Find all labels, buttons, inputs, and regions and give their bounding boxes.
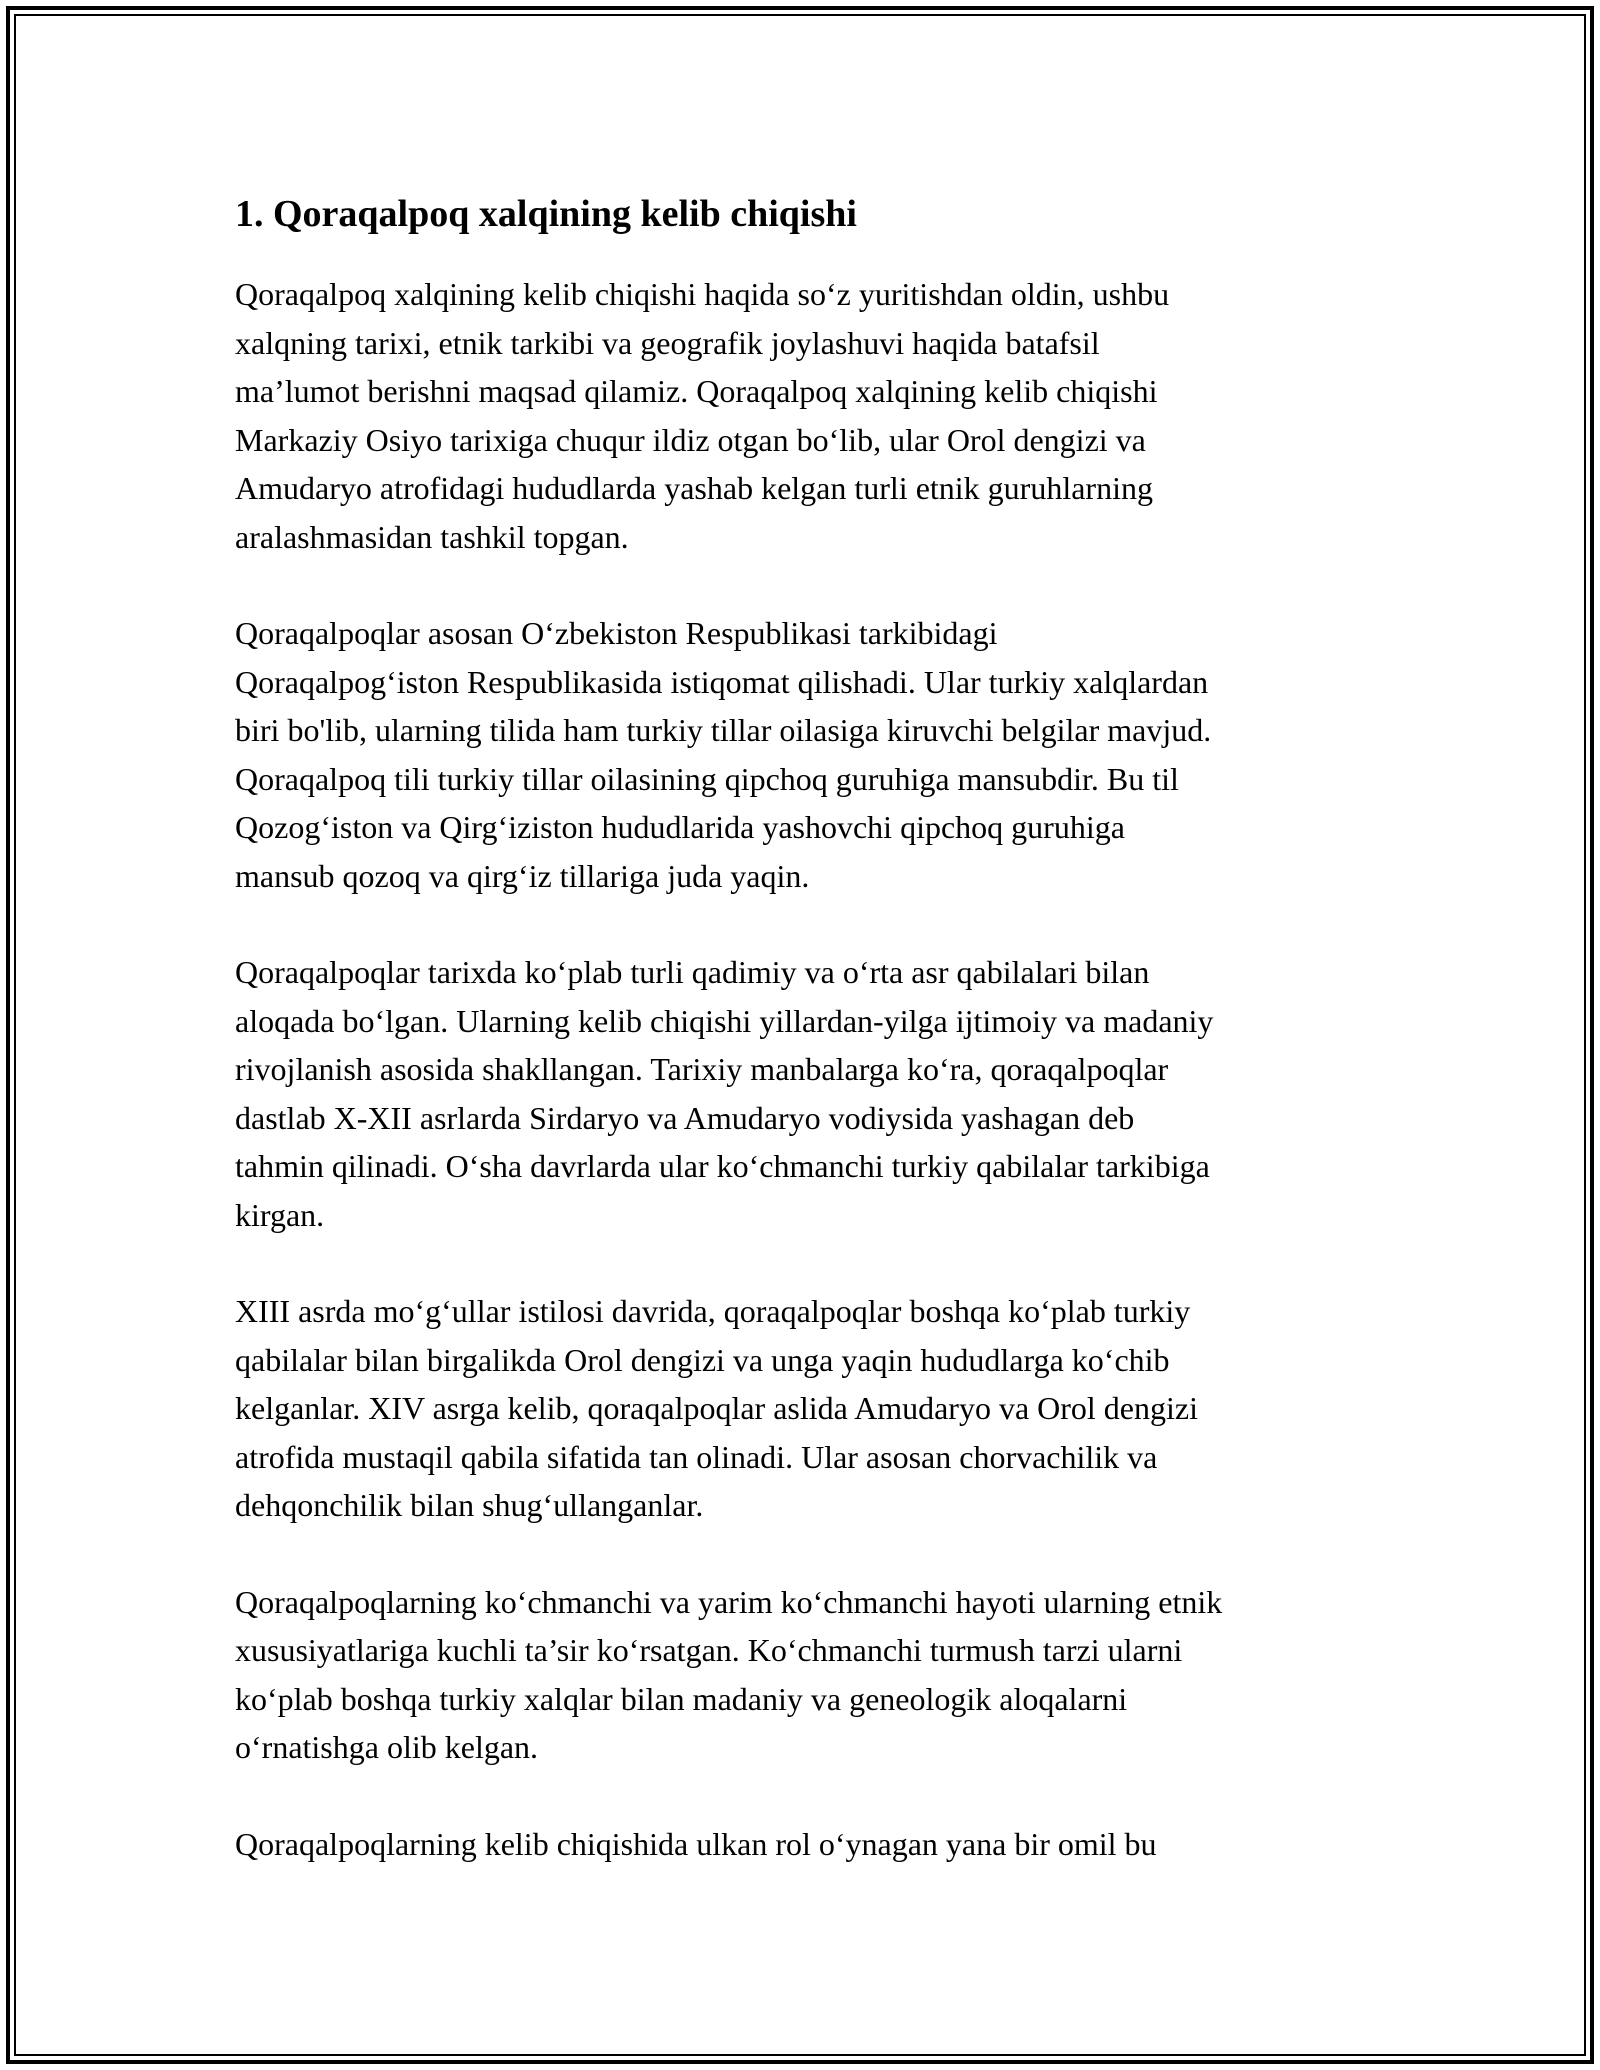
text-line: Amudaryo atrofidagi hududlarda yashab kelgan turli etnik guruhlarning <box>235 470 1153 506</box>
text-line: atrofida mustaqil qabila sifatida tan olinadi. Ular asosan chorvachilik va <box>235 1438 1158 1475</box>
text-line: Qoraqalpoqlarning kelib chiqishida ulkan rol o‘ynagan yana bir omil bu <box>235 1825 1157 1862</box>
text-line: Qoraqalpoqlar asosan O‘zbekiston Respublikasi tarkibidagi <box>235 615 998 651</box>
paragraph-4 <box>235 1287 1395 1530</box>
text-line: dastlab X-XII asrlarda Sirdaryo va Amudaryo vodiysida yashagan deb <box>235 1099 1135 1136</box>
text-line: Qoraqalpoq tili turkiy tillar oilasining qipchoq guruhiga mansubdir. Bu til <box>235 760 1179 797</box>
text-line: kelganlar. XIV asrga kelib, qoraqalpoqlar aslida Amudaryo va Orol dengizi <box>235 1390 1198 1426</box>
text-line: o‘rnatishga olib kelgan. <box>235 1729 539 1765</box>
text-line: ma’lumot berishni maqsad qilamiz. Qoraqalpoq xalqining kelib chiqishi <box>235 373 1158 409</box>
text-line: Markaziy Osiyo tarixiga chuqur ildiz otgan bo‘lib, ular Orol dengizi va <box>235 421 1146 458</box>
text-line: mansub qozoq va qirg‘iz tillariga juda yaqin. <box>235 857 810 894</box>
text-line: ko‘plab boshqa turkiy xalqlar bilan madaniy va geneologik aloqalarni <box>235 1680 1128 1717</box>
text-line: aralashmasidan tashkil topgan. <box>235 518 629 555</box>
text-line: Qoraqalpog‘iston Respublikasida istiqomat qilishadi. Ular turkiy xalqlardan <box>235 663 1209 700</box>
text-line: xalqning tarixi, etnik tarkibi va geografik joylashuvi haqida batafsil <box>235 324 1100 361</box>
text-line: tahmin qilinadi. O‘sha davrlarda ular ko‘chmanchi turkiy qabilalar tarkibiga <box>235 1148 1210 1184</box>
text-line: Qozog‘iston va Qirg‘iziston hududlarida yashovchi qipchoq guruhiga <box>235 809 1125 845</box>
text-line: aloqada bo‘lgan. Ularning kelib chiqishi yillardan-yilga ijtimoiy va madaniy <box>235 1002 1214 1039</box>
text-line: xususiyatlariga kuchli ta’sir ko‘rsatgan. Ko‘chmanchi turmush tarzi ularni <box>235 1632 1183 1668</box>
section-heading: 1. Qoraqalpoq xalqining kelib chiqishi <box>235 193 857 235</box>
text-line: Qoraqalpoqlarning ko‘chmanchi va yarim ko‘chmanchi hayoti ularning etnik <box>235 1583 1223 1620</box>
text-line: XIII asrda mo‘g‘ullar istilosi davrida, qoraqalpoqlar boshqa ko‘plab turkiy <box>235 1293 1191 1329</box>
text-line: kirgan. <box>235 1196 325 1233</box>
paragraph-6 <box>235 1820 1395 1869</box>
text-line: Qoraqalpoqlar tarixda ko‘plab turli qadimiy va o‘rta asr qabilalari bilan <box>235 954 1150 990</box>
paragraph-5 <box>235 1578 1395 1772</box>
text-line: qabilalar bilan birgalikda Orol dengizi va unga yaqin hududlarga ko‘chib <box>235 1341 1170 1378</box>
paragraph-2 <box>235 609 1395 900</box>
text-line: biri bo'lib, ularning tilida ham turkiy tillar oilasiga kiruvchi belgilar mavjud. <box>235 712 1212 748</box>
paragraph-3 <box>235 948 1395 1239</box>
text-line: rivojlanish asosida shakllangan. Tarixiy manbalarga ko‘ra, qoraqalpoqlar <box>235 1051 1169 1087</box>
text-line: dehqonchilik bilan shug‘ullanganlar. <box>235 1487 704 1523</box>
text-line: Qoraqalpoq xalqining kelib chiqishi haqida so‘z yuritishdan oldin, ushbu <box>235 276 1170 312</box>
paragraph-1 <box>235 270 1395 561</box>
document-body <box>235 186 1395 1916</box>
